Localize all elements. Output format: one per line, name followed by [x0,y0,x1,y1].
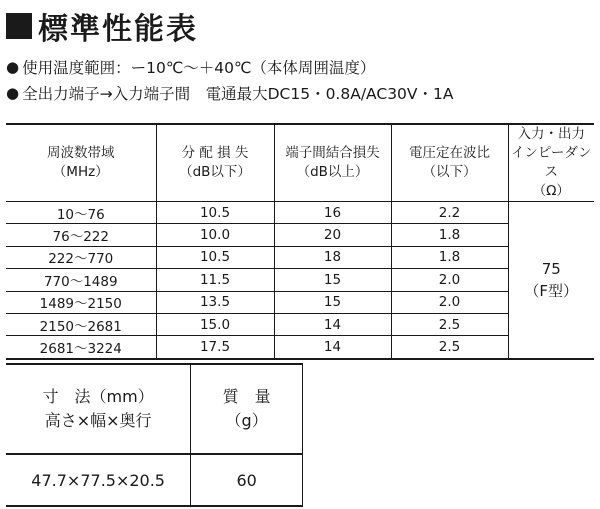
table-header-row [6,364,303,454]
note-temperature [6,56,375,78]
cell-vswr: 2.0 [391,269,508,291]
cell-vswr: 2.5 [391,313,508,335]
table-header-row [6,124,594,202]
header-vswr: 電圧定在波比 （以下） [391,124,508,202]
header-dimensions: 寸 法（mm） 高さ×幅×奥行 [6,364,191,454]
cell-frequency: 222～770 [6,246,156,268]
cell-distribution-loss: 11.5 [156,269,274,291]
cell-impedance: 75 （F型） [508,202,594,359]
cell-distribution-loss: 15.0 [156,313,274,335]
title-square-icon [6,13,32,39]
cell-frequency: 770～1489 [6,269,156,291]
cell-distribution-loss: 17.5 [156,336,274,359]
page-title [6,2,198,50]
cell-isolation: 15 [274,269,391,291]
cell-distribution-loss: 10.5 [156,202,274,224]
cell-distribution-loss: 13.5 [156,291,274,313]
cell-dimensions: 47.7×77.5×20.5 [6,454,191,506]
cell-frequency: 2681～3224 [6,336,156,359]
table-row [6,224,594,246]
header-frequency: 周波数帯域 （MHz） [6,124,156,202]
table-row [6,202,594,224]
page-title-text: 標準性能表 [38,12,198,47]
table-row [6,291,594,313]
table-row [6,313,594,335]
cell-vswr: 2.5 [391,336,508,359]
cell-isolation: 20 [274,224,391,246]
cell-frequency: 2150～2681 [6,313,156,335]
cell-isolation: 15 [274,291,391,313]
table-row [6,246,594,268]
cell-frequency: 76～222 [6,224,156,246]
cell-isolation: 14 [274,313,391,335]
bullet-icon: ● [6,58,20,76]
bullet-icon: ● [6,84,20,102]
note-text: 使用温度範囲：ー10℃～＋40℃（本体周囲温度） [22,59,376,77]
cell-vswr: 2.2 [391,202,508,224]
cell-distribution-loss: 10.5 [156,246,274,268]
cell-frequency: 10～76 [6,202,156,224]
header-distribution-loss: 分 配 損 失 （dB以下） [156,124,274,202]
note-current [6,82,453,104]
cell-vswr: 1.8 [391,246,508,268]
header-mass: 質 量 （g） [191,364,303,454]
table-row [6,336,594,359]
cell-isolation: 14 [274,336,391,359]
header-impedance: 入力・出力 インピーダンス （Ω） [508,124,594,202]
dimensions-table [6,363,303,507]
note-text: 全出力端子→入力端子間 電通最大DC15・0.8A/AC30V・1A [22,85,454,103]
cell-distribution-loss: 10.0 [156,224,274,246]
cell-mass: 60 [191,454,303,506]
table-row [6,269,594,291]
cell-vswr: 2.0 [391,291,508,313]
performance-table [6,123,594,360]
cell-isolation: 16 [274,202,391,224]
cell-vswr: 1.8 [391,224,508,246]
table-row [6,454,303,506]
cell-isolation: 18 [274,246,391,268]
cell-frequency: 1489～2150 [6,291,156,313]
header-isolation: 端子間結合損失 （dB以上） [274,124,391,202]
